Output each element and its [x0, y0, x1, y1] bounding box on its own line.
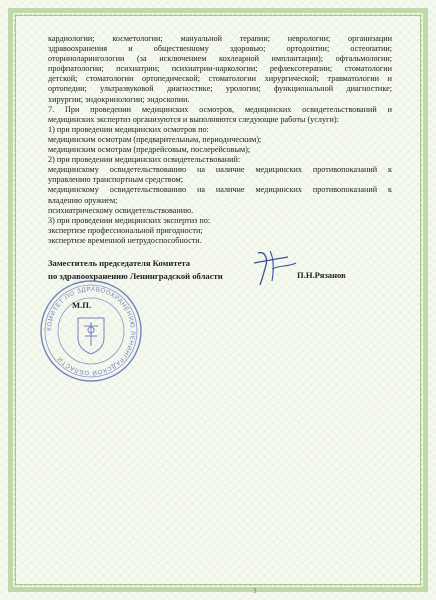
body-line: 3) при проведении медицинских экспертиз по: [48, 215, 211, 225]
body-line: медицинских экспертиз организуются и выполняются следующие работы (услуги): [48, 114, 339, 124]
body-line: кардиологии; косметологии; мануальной терапии; неврологии; организации [48, 34, 392, 43]
body-line: здравоохранения и общественному здоровью; ортодонтии; остеопатии; [48, 44, 392, 54]
body-line: экспертизе профессиональной пригодности; [48, 225, 203, 235]
svg-text:КОМИТЕТ ПО ЗДРАВООХРАНЕНИЮ ЛЕН: КОМИТЕТ ПО ЗДРАВООХРАНЕНИЮ ЛЕНИНГРАДСКОЙ ОБЛАСТИ [45, 285, 137, 377]
body-line: экспертизе временной нетрудоспособности. [48, 235, 202, 245]
body-line: оториноларингологии (за исключением кохлеарной имплантации); офтальмологии; [48, 54, 392, 64]
body-line: владению оружием; [48, 195, 118, 205]
body-line: ортопедии; ультразвуковой диагностике; урологии; функциональной диагностике; [48, 84, 392, 94]
body-line: 1) при проведении медицинских осмотров по: [48, 124, 209, 134]
signatory-title-line1: Заместитель председателя Комитета [48, 258, 191, 268]
body-line: 2) при проведении медицинских освидетельствований: [48, 155, 241, 165]
body-line: детской; стоматологии ортопедической; стоматологии хирургической; травматологии и [48, 74, 392, 84]
body-line: психиатрическому освидетельствованию. [48, 205, 194, 215]
coat-of-arms-icon [78, 318, 104, 354]
signatory-name: П.Н.Рязанов [297, 270, 346, 280]
signatory-title-line2: по здравоохранению Ленинградской области [48, 271, 223, 281]
body-line: 7. При проведении медицинских осмотров, медицинских освидетельствований и [48, 104, 392, 114]
body-line: профпатологии; психиатрии; психиатрии-наркологии; рефлексотерапии; стоматологии [48, 64, 392, 74]
body-line: медицинскому освидетельствованию на наличие медицинских противопоказаний к [48, 165, 392, 175]
body-line: хирургии; эндокринологии; эндоскопии. [48, 94, 190, 104]
official-seal [38, 278, 144, 384]
body-line: медицинским осмотрам (предрейсовым, послерейсовым); [48, 145, 251, 155]
body-line: медицинским осмотрам (предварительным, периодическим); [48, 134, 262, 144]
body-line: управлению транспортным средством; [48, 175, 184, 185]
body-line: медицинскому освидетельствованию на наличие медицинских противопоказаний к [48, 185, 392, 195]
page-number: 3 [253, 587, 257, 595]
document-body [48, 34, 392, 246]
handwritten-signature [250, 247, 302, 287]
seal-place-label: М.П. [72, 300, 92, 310]
